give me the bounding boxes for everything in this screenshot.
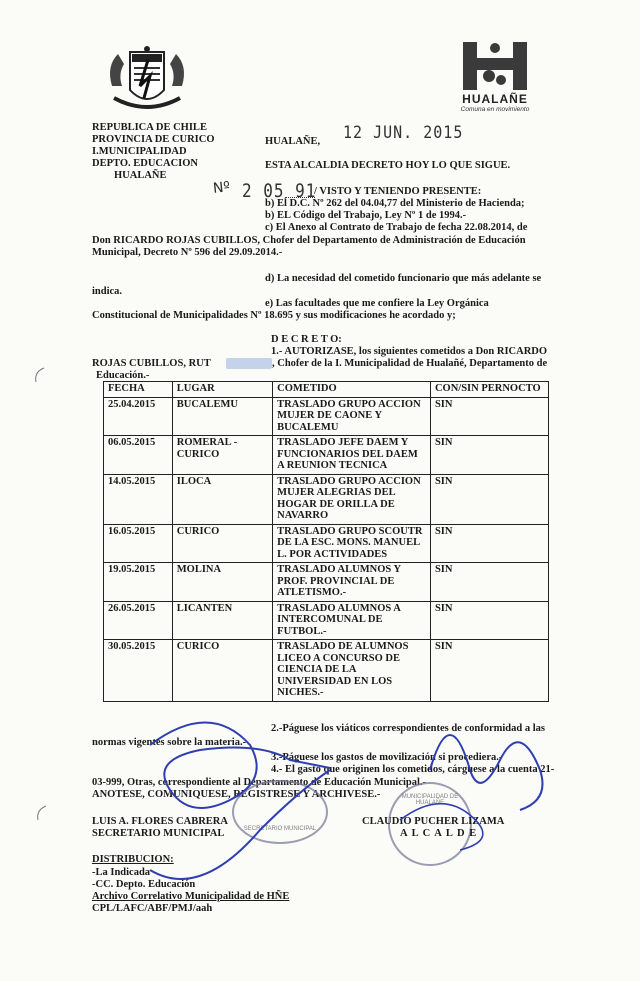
considerando-e-rest: Constitucional de Municipalidades Nº 18.695 y sus modificaciones he acordado y; bbox=[92, 310, 456, 321]
header-line-provincia: PROVINCIA DE CURICO bbox=[92, 134, 215, 145]
header-line-republica: REPUBLICA DE CHILE bbox=[92, 122, 207, 133]
secretary-name: LUIS A. FLORES CABRERA bbox=[92, 816, 228, 827]
considerando-e-first: e) Las facultades que me confiere la Ley Orgánica bbox=[265, 298, 489, 309]
margin-mark bbox=[36, 368, 44, 382]
cell-cometido: TRASLADO GRUPO ACCION MUJER DE CAONE Y BUCALEMU bbox=[273, 397, 431, 436]
number-prefix: Nº bbox=[212, 179, 231, 197]
decreto-p1-first: 1.- AUTORIZASE, los siguientes cometidos a Don RICARDO bbox=[271, 346, 548, 357]
cell-lugar: CURICO bbox=[172, 524, 272, 563]
distribution-item: CPL/LAFC/ABF/PMJ/aah bbox=[92, 903, 213, 914]
table-header-row bbox=[104, 382, 549, 398]
col-fecha: FECHA bbox=[104, 382, 173, 398]
cell-lugar: LICANTEN bbox=[172, 601, 272, 640]
decreto-title: D E C R E T O: bbox=[271, 334, 342, 345]
secretary-seal bbox=[232, 780, 328, 844]
cell-lugar: CURICO bbox=[172, 640, 272, 702]
distribution-title: DISTRIBUCION: bbox=[92, 854, 174, 865]
anotese-line: ANOTESE, COMUNIQUESE, REGISTRESE Y ARCHIVESE.- bbox=[92, 789, 381, 800]
cell-cometido: TRASLADO GRUPO ACCION MUJER ALEGRIAS DEL HOGAR DE ORILLA DE NAVARRO bbox=[273, 474, 431, 524]
considerando-d-rest: indica. bbox=[92, 286, 123, 297]
cell-pernocto: SIN bbox=[430, 640, 548, 702]
considerando-d-first: d) La necesidad del cometido funcionario que más adelante se bbox=[265, 273, 542, 284]
cell-fecha: 19.05.2015 bbox=[104, 563, 173, 602]
decree-intro: ESTA ALCALDIA DECRETO HOY LO QUE SIGUE. bbox=[265, 160, 511, 171]
distribution-item: -La Indicada bbox=[92, 867, 151, 878]
table-row bbox=[104, 397, 549, 436]
cell-lugar: BUCALEMU bbox=[172, 397, 272, 436]
mayor-name: CLAUDIO PUCHER LIZAMA bbox=[362, 816, 505, 827]
coat-of-arms-logo bbox=[104, 46, 190, 118]
visto-line: / VISTO Y TENIENDO PRESENTE: bbox=[314, 186, 482, 197]
considerando-c-rest2: Municipal, Decreto Nº 596 del 29.09.2014.- bbox=[92, 247, 283, 258]
cometidos-table bbox=[103, 381, 549, 702]
cell-fecha: 26.05.2015 bbox=[104, 601, 173, 640]
cell-cometido: TRASLADO ALUMNOS A INTERCOMUNAL DE FUTBOL.- bbox=[273, 601, 431, 640]
col-lugar: LUGAR bbox=[172, 382, 272, 398]
paragraph-4-first: 4.- El gasto que originen los cometidos, cárguese a la cuenta 21- bbox=[271, 764, 555, 775]
cell-lugar: ILOCA bbox=[172, 474, 272, 524]
considerando-c-first: c) El Anexo al Contrato de Trabajo de fecha 22.08.2014, de bbox=[265, 222, 528, 233]
mayor-seal-text: MUNICIPALIDAD DE HUALAÑE bbox=[401, 794, 459, 806]
paragraph-3: 3.-Páguese los gastos de movilización si procediera.- bbox=[271, 752, 503, 763]
place-label: HUALAÑE, bbox=[265, 136, 321, 147]
considerando-c-rest1: Don RICARDO ROJAS CUBILLOS, Chofer del Departamento de Administración de Educación bbox=[92, 235, 526, 246]
decreto-p1-end: Educación.- bbox=[96, 370, 150, 381]
header-left-block bbox=[92, 122, 215, 182]
cell-pernocto: SIN bbox=[430, 563, 548, 602]
cell-pernocto: SIN bbox=[430, 436, 548, 475]
cell-lugar: MOLINA bbox=[172, 563, 272, 602]
table-row bbox=[104, 601, 549, 640]
table-row bbox=[104, 563, 549, 602]
header-line-depto: DEPTO. EDUCACION bbox=[92, 158, 198, 169]
cell-pernocto: SIN bbox=[430, 524, 548, 563]
table-row bbox=[104, 640, 549, 702]
cell-cometido: TRASLADO JEFE DAEM Y FUNCIONARIOS DEL DAEM A REUNION TECNICA bbox=[273, 436, 431, 475]
cell-pernocto: SIN bbox=[430, 601, 548, 640]
paragraph-2-first: 2.-Páguese los viáticos correspondientes de conformidad a las bbox=[271, 723, 545, 734]
rut-redaction bbox=[226, 358, 272, 369]
cell-cometido: TRASLADO DE ALUMNOS LICEO A CONCURSO DE CIENCIA DE LA UNIVERSIDAD EN LOS NICHES.- bbox=[273, 640, 431, 702]
table-row bbox=[104, 436, 549, 475]
cell-pernocto: SIN bbox=[430, 474, 548, 524]
brand-tagline: Comuna en movimiento bbox=[460, 106, 530, 113]
cell-fecha: 16.05.2015 bbox=[104, 524, 173, 563]
decreto-p1-mid-a: ROJAS CUBILLOS, RUT bbox=[92, 358, 211, 369]
margin-mark bbox=[38, 806, 46, 820]
decreto-p1-mid-b: , Chofer de la I. Municipalidad de Hualañé, Departamento de bbox=[272, 358, 548, 369]
cell-fecha: 30.05.2015 bbox=[104, 640, 173, 702]
considerando-b1: b) El D.C. Nº 262 del 04.04,77 del Ministerio de Hacienda; bbox=[265, 198, 525, 209]
brand-name: HUALAÑE bbox=[462, 92, 528, 106]
cell-cometido: TRASLADO ALUMNOS Y PROF. PROVINCIAL DE ATLETISMO.- bbox=[273, 563, 431, 602]
distribution-item: Archivo Correlativo Municipalidad de HÑE bbox=[92, 891, 290, 902]
decree-number: 2 05 91 bbox=[242, 179, 317, 202]
secretary-seal-text: SECRETARIO MUNICIPAL bbox=[243, 826, 317, 832]
header-line-hualane: HUALAÑE bbox=[114, 170, 167, 181]
secretary-title: SECRETARIO MUNICIPAL bbox=[92, 828, 225, 839]
col-cometido: COMETIDO bbox=[273, 382, 431, 398]
col-pernocto: CON/SIN PERNOCTO bbox=[430, 382, 548, 398]
cell-fecha: 25.04.2015 bbox=[104, 397, 173, 436]
mayor-title: A L C A L D E bbox=[400, 828, 478, 839]
paragraph-2-rest: normas vigentes sobre la materia.- bbox=[92, 737, 247, 748]
cell-cometido: TRASLADO GRUPO SCOUTR DE LA ESC. MONS. MANUEL L. POR ACTIVIDADES bbox=[273, 524, 431, 563]
cell-fecha: 06.05.2015 bbox=[104, 436, 173, 475]
date-stamp: 12 JUN. 2015 bbox=[343, 121, 464, 143]
header-line-municipalidad: I.MUNICIPALIDAD bbox=[92, 146, 187, 157]
cell-pernocto: SIN bbox=[430, 397, 548, 436]
cell-fecha: 14.05.2015 bbox=[104, 474, 173, 524]
table-row bbox=[104, 524, 549, 563]
cell-lugar: ROMERAL - CURICO bbox=[172, 436, 272, 475]
distribution-item: -CC. Depto. Educación bbox=[92, 879, 196, 890]
considerando-b2: b) EL Código del Trabajo, Ley Nº 1 de 1994.- bbox=[265, 210, 467, 221]
table-row bbox=[104, 474, 549, 524]
paragraph-4-rest: 03-999, Otras, correspondiente al Departamento de Educación Municipal.- bbox=[92, 777, 427, 788]
